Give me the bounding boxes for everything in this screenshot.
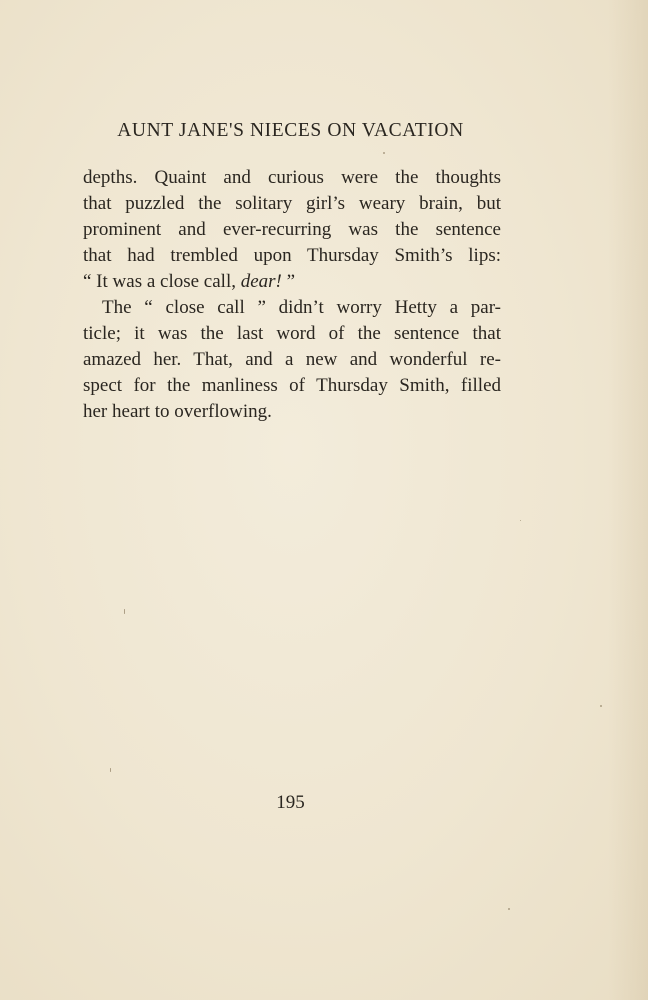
text-line: ticle; it was the last word of the sentence that [83,323,501,344]
paper-speck [600,705,602,707]
quote-italic-word: dear! [240,271,282,292]
running-head: AUNT JANE'S NIECES ON VACATION [117,120,464,141]
text-line: that puzzled the solitary girl’s weary brain, but [83,193,501,214]
paper-speck [520,520,521,521]
quote-close: ” [281,271,296,292]
text-line: spect for the manliness of Thursday Smith, filled [83,375,501,396]
text-line: amazed her. That, and a new and wonderful re- [83,349,501,370]
quote-line [83,269,501,295]
page-edge-shadow [608,0,648,1000]
text-line: that had trembled upon Thursday Smith’s lips: [83,245,501,266]
text-line: depths. Quaint and curious were the thoughts [83,167,501,188]
quote-open: “ It was a close call, [83,271,241,292]
body-text [83,165,501,425]
paper-speck [124,609,125,614]
paper-speck [110,768,111,772]
text-line: The “ close call ” didn’t worry Hetty a par- [102,297,501,318]
paragraph-1 [83,165,501,295]
paper-speck [383,152,385,154]
text-line: her heart to overflowing. [83,401,272,422]
text-line: prominent and ever-recurring was the sentence [83,219,501,240]
paragraph-2 [83,295,501,425]
page-number: 195 [276,792,305,813]
paper-speck [508,908,510,910]
